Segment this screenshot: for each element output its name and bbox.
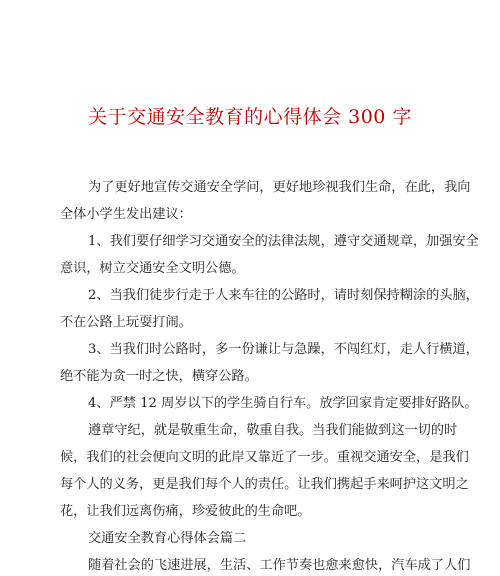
- paragraph-line: 2、当我们徒步行走于人来车往的公路时，请时刻保持糊涂的头脑，: [88, 288, 479, 303]
- paragraph-line: 遵章守纪，就是敬重生命，敬重自我。当我们能做到这一切的时: [88, 423, 458, 438]
- paragraph-line: 意识，树立交通安全文明公德。: [60, 261, 245, 276]
- paragraph-line: 全体小学生发出建议：: [60, 207, 192, 222]
- paragraph-line: 每个人的义务，更是我们每个人的责任。让我们携起手来呵护这文明之: [60, 477, 469, 492]
- paragraph-line: 绝不能为贪一时之快，横穿公路。: [60, 369, 258, 384]
- paragraph-line: 花，让我们远离伤痛，珍爱彼此的生命吧。: [60, 504, 311, 519]
- paragraph-line: 候，我们的社会便向文明的此岸又靠近了一步。重视交通安全，是我们: [60, 450, 469, 465]
- paragraph-line: 随着社会的飞速进展，生活、工作节奏也愈来愈快，汽车成了人们: [88, 558, 471, 573]
- paragraph-line: 为了更好地宣传交通安全学问，更好地珍视我们生命，在此，我向: [88, 180, 471, 195]
- document-title: 关于交通安全教育的心得体会 300 字: [88, 106, 412, 128]
- paragraph-line: 不在公路上玩耍打闹。: [60, 315, 192, 330]
- paragraph-line: 3、当我们时公路时，多一份谦让与急躁，不闯红灯，走人行横道，: [88, 342, 479, 357]
- section-heading: 交通安全教育心得体会篇二: [88, 531, 247, 546]
- paragraph-line: 4、严禁 12 周岁以下的学生骑自行车。放学回家肯定要排好路队。: [88, 396, 478, 411]
- paragraph-line: 1、我们要仔细学习交通安全的法律法规，遵守交通规章，加强安全: [88, 234, 479, 249]
